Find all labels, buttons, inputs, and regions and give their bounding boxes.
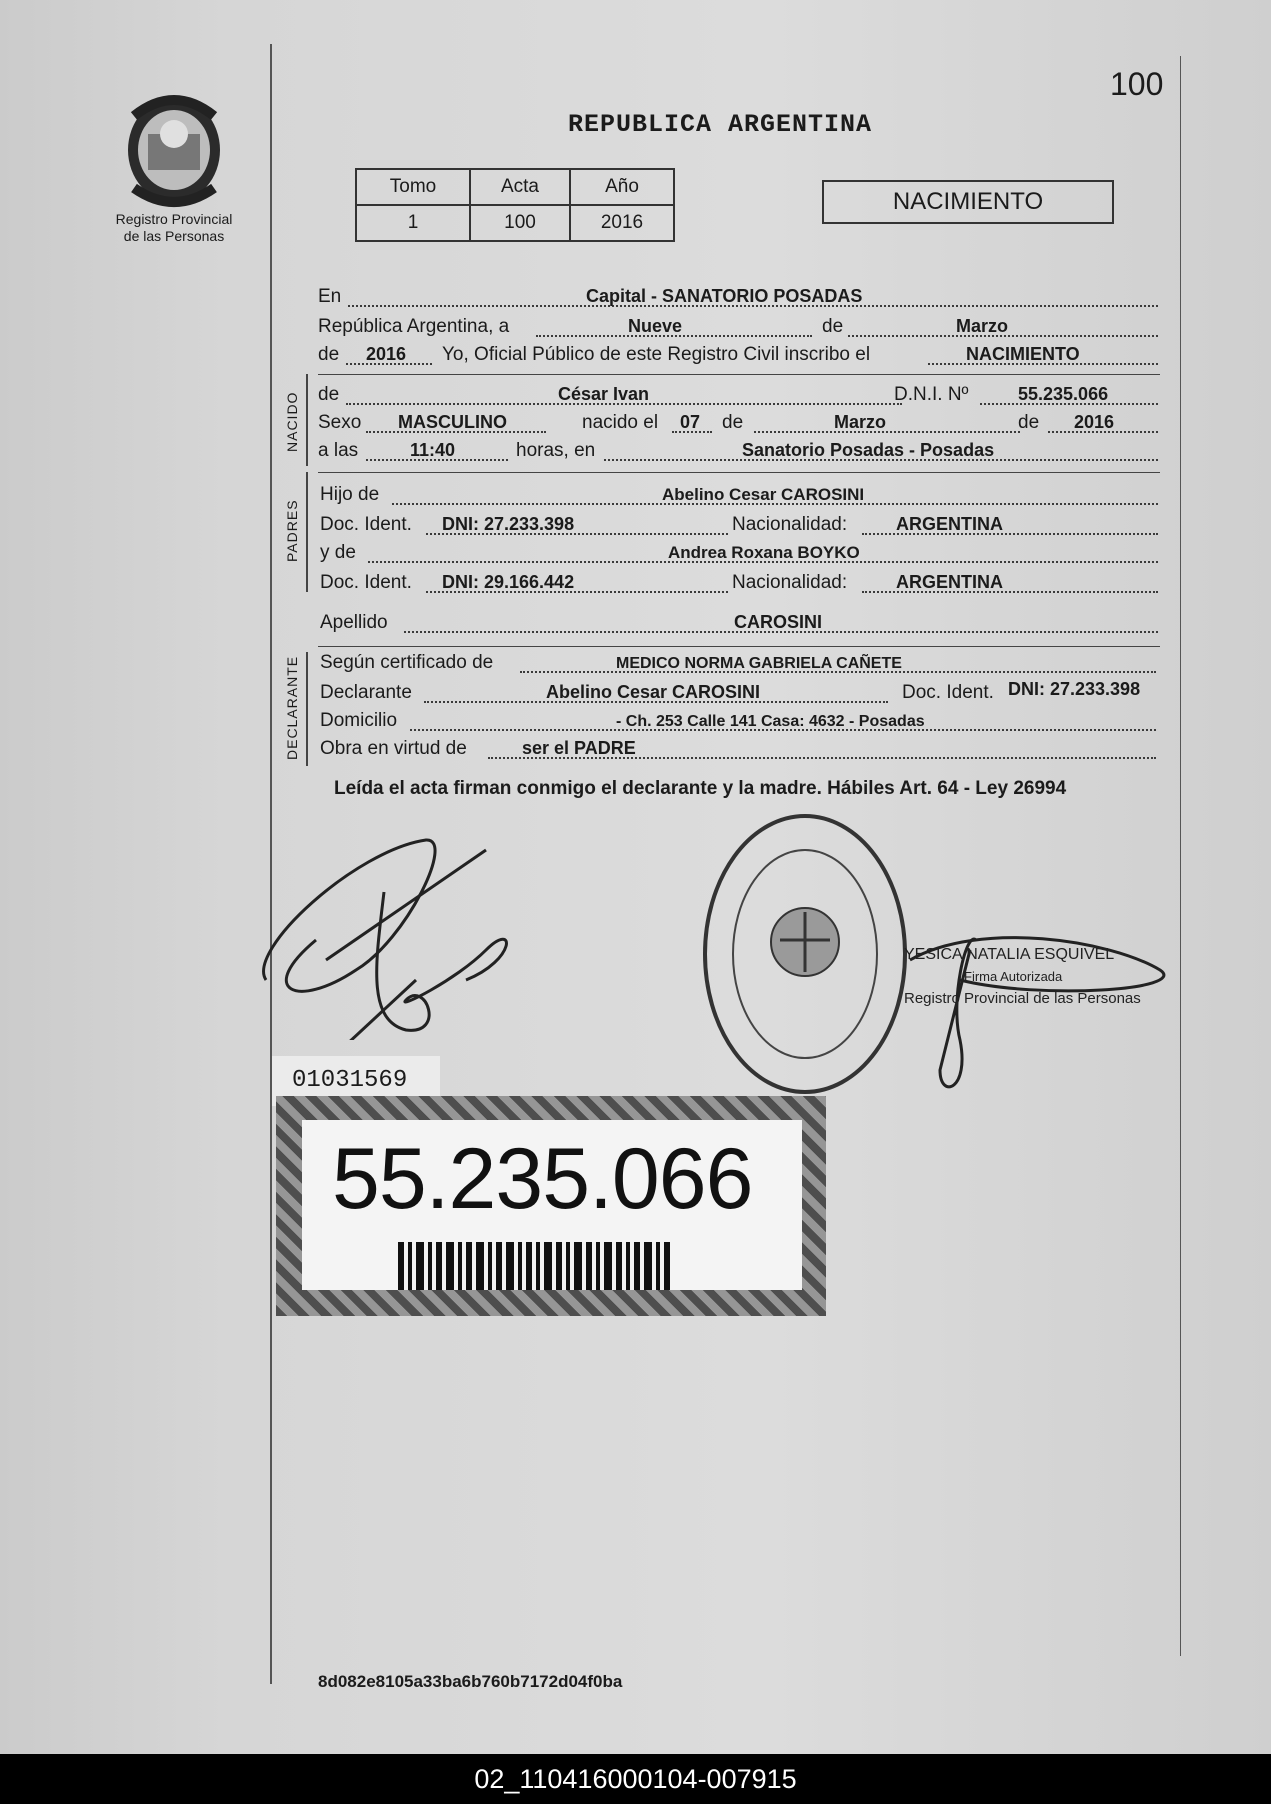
legal-text: Leída el acta firman conmigo el declarante y la madre. Hábiles Art. 64 - Ley 26994 [334, 778, 1067, 799]
padres-section-label: PADRES [284, 499, 300, 562]
row-republica [318, 314, 1158, 340]
page-number: 100 [1110, 66, 1164, 102]
row-certificado [318, 650, 1158, 676]
certificado-value: MEDICO NORMA GABRIELA CAÑETE [616, 655, 902, 672]
row-domicilio [318, 708, 1158, 734]
dia-texto-value: Nueve [628, 316, 683, 336]
dia-value: 07 [680, 412, 701, 432]
declarant-signature [256, 830, 536, 1040]
nacido-el-label: nacido el [582, 412, 659, 433]
ref-header-acta: Acta [470, 169, 570, 205]
official-office: Registro Provincial de las Personas [904, 990, 1141, 1007]
province-seal-logo [118, 88, 230, 208]
republica-label: República Argentina, a [318, 316, 510, 337]
de-label: de [318, 344, 340, 365]
nacido-lugar-value: Sanatorio Posadas - Posadas [742, 440, 995, 460]
ref-value-tomo: 1 [356, 205, 470, 241]
ref-value-anio: 2016 [570, 205, 674, 241]
doc-ident-label: Doc. Ident. [902, 682, 994, 703]
row-padre-doc [318, 512, 1158, 538]
nacionalidad-label: Nacionalidad: [732, 514, 848, 535]
section-divider [318, 472, 1160, 473]
sexo-value: MASCULINO [398, 412, 507, 432]
y-de-label: y de [320, 542, 356, 563]
domicilio-value: - Ch. 253 Calle 141 Casa: 4632 - Posadas [616, 713, 925, 730]
mes-value: Marzo [834, 412, 887, 432]
padre-value: Abelino Cesar CAROSINI [662, 485, 865, 504]
official-name: YESICA NATALIA ESQUIVEL [904, 946, 1115, 963]
padre-nacionalidad-value: ARGENTINA [896, 514, 1003, 534]
row-hora [318, 438, 1158, 464]
horas-en-label: horas, en [516, 440, 596, 461]
hijo-de-label: Hijo de [320, 484, 380, 505]
dotted-line [754, 431, 1020, 433]
declarante-section-bar [306, 652, 308, 766]
declarante-doc-value: DNI: 27.233.398 [1008, 679, 1141, 699]
mes-value: Marzo [956, 316, 1009, 336]
nacido-section-label: NACIDO [284, 391, 300, 452]
anio-value: 2016 [1074, 412, 1115, 432]
domicilio-label: Domicilio [320, 710, 398, 731]
lugar-value: Capital - SANATORIO POSADAS [586, 286, 863, 306]
hora-value: 11:40 [410, 440, 456, 460]
official-block [904, 944, 1141, 1010]
ref-header-tomo: Tomo [356, 169, 470, 205]
section-divider [318, 646, 1160, 647]
reference-table [355, 168, 675, 242]
row-madre-doc [318, 570, 1158, 596]
row-apellido [318, 610, 1158, 636]
doc-ident-label: Doc. Ident. [320, 572, 412, 593]
nacido-nombre-value: César Ivan [558, 384, 650, 404]
madre-value: Andrea Roxana BOYKO [668, 543, 860, 562]
padres-section-bar [306, 472, 308, 592]
scan-footer-id: 02_110416000104-007915 [0, 1754, 1271, 1804]
ref-header-anio: Año [570, 169, 674, 205]
oficial-text: Yo, Oficial Público de este Registro Civil inscribo el [442, 344, 871, 365]
row-obra [318, 736, 1158, 762]
nacido-section-bar [306, 374, 308, 466]
official-role: Firma Autorizada [964, 969, 1063, 984]
logo-caption-line1: Registro Provincial [115, 211, 233, 227]
row-sexo [318, 410, 1158, 436]
barcode [398, 1242, 674, 1290]
logo-caption-line2: de las Personas [123, 228, 225, 244]
dni-label: D.N.I. Nº [894, 384, 969, 405]
de-label: de [1018, 412, 1040, 433]
official-stamp [700, 812, 910, 1096]
apellido-value: CAROSINI [734, 612, 823, 632]
right-edge-line [1180, 56, 1181, 1656]
dni-sticker-number: 55.235.066 [332, 1131, 753, 1227]
serial-number: 01031569 [272, 1056, 440, 1106]
padre-doc-value: DNI: 27.233.398 [442, 514, 575, 534]
obra-value: ser el PADRE [522, 738, 636, 758]
document-hash: 8d082e8105a33ba6b760b7172d04f0ba [318, 1672, 623, 1691]
dni-sticker [276, 1096, 826, 1316]
row-y-de [318, 540, 1158, 566]
certificado-label: Según certificado de [320, 652, 494, 673]
nacionalidad-label: Nacionalidad: [732, 572, 848, 593]
row-hijo-de [318, 482, 1158, 508]
declarante-nombre-value: Abelino Cesar CAROSINI [546, 682, 761, 702]
a-las-label: a las [318, 440, 359, 461]
row-en [318, 284, 1158, 310]
de-label: de [722, 412, 744, 433]
row-anio [318, 342, 1158, 368]
row-nacido-nombre [318, 382, 1158, 408]
de-label: de [318, 384, 340, 405]
apellido-label: Apellido [320, 612, 388, 633]
row-declarante [318, 680, 1158, 706]
nacido-dni-value: 55.235.066 [1018, 384, 1109, 404]
ref-value-acta: 100 [470, 205, 570, 241]
section-divider [318, 374, 1160, 375]
doc-ident-label: Doc. Ident. [320, 514, 412, 535]
madre-doc-value: DNI: 29.166.442 [442, 572, 575, 592]
logo-caption [96, 211, 252, 245]
document-title: REPUBLICA ARGENTINA [567, 110, 873, 139]
declarante-label: Declarante [320, 682, 412, 703]
dni-sticker-label [302, 1120, 802, 1290]
anio-value: 2016 [366, 344, 407, 364]
act-type-box: NACIMIENTO [822, 180, 1114, 224]
obra-label: Obra en virtud de [320, 738, 467, 759]
sexo-label: Sexo [318, 412, 362, 433]
declarante-section-label: DECLARANTE [284, 655, 300, 760]
de-label: de [822, 316, 844, 337]
madre-nacionalidad-value: ARGENTINA [896, 572, 1003, 592]
acto-value: NACIMIENTO [966, 344, 1080, 364]
en-label: En [318, 286, 342, 307]
